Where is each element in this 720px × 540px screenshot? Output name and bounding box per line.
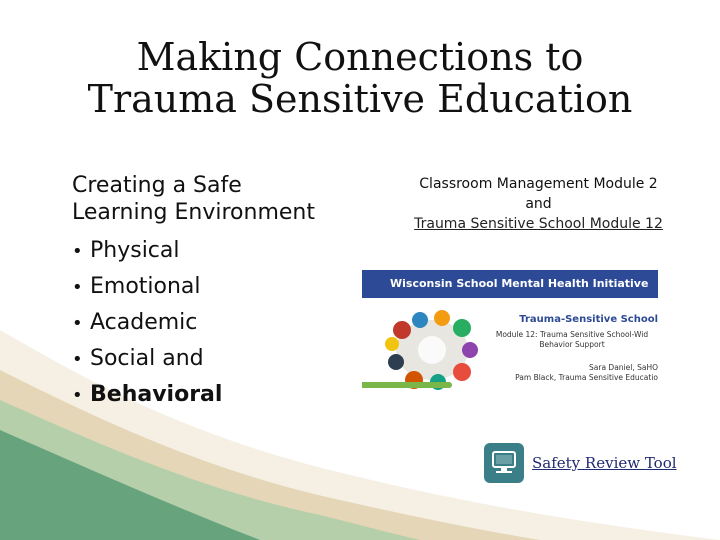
list-item-label: Academic — [90, 310, 198, 335]
module-line-1: Classroom Management Module 2 — [419, 176, 658, 192]
topic-heading — [72, 172, 362, 226]
module-references — [396, 174, 681, 234]
module-cover-thumbnail[interactable] — [362, 270, 658, 392]
thumbnail-author-1: Sara Daniel, SaHO — [589, 363, 658, 372]
bullet-marker: • — [72, 385, 83, 406]
module-line-2: and — [525, 196, 552, 212]
title-line-2: Trauma Sensitive Education — [87, 77, 633, 121]
list-item — [72, 341, 362, 377]
students-circle-photo — [372, 300, 492, 392]
topic-heading-line-2: Learning Environment — [72, 200, 315, 225]
bullet-marker: • — [72, 349, 83, 370]
list-item — [72, 377, 362, 413]
list-item — [72, 233, 362, 269]
list-item-label: Behavioral — [90, 382, 223, 407]
safety-review-link[interactable] — [484, 442, 677, 484]
list-item-label: Physical — [90, 238, 180, 263]
topic-heading-line-1: Creating a Safe — [72, 173, 242, 198]
list-item — [72, 269, 362, 305]
thumbnail-author-2: Pam Black, Trauma Sensitive Educatio — [515, 373, 658, 382]
thumbnail-banner: Wisconsin School Mental Health Initiative — [362, 270, 658, 298]
thumbnail-subtitle-line-2: Behavior Support — [539, 340, 605, 349]
safety-review-label[interactable]: Safety Review Tool — [532, 454, 677, 472]
thumbnail-subtitle-line-1: Module 12: Trauma Sensitive School-Wid — [495, 330, 649, 339]
thumbnail-subtitle — [492, 330, 652, 350]
trauma-module-link[interactable]: Trauma Sensitive School Module 12 — [414, 216, 663, 232]
bullet-marker: • — [72, 241, 83, 262]
title-line-1: Making Connections to — [136, 35, 584, 79]
bullet-marker: • — [72, 313, 83, 334]
topic-list — [72, 172, 362, 413]
computer-screen-icon[interactable] — [484, 443, 524, 483]
thumbnail-title: Trauma-Sensitive School — [519, 314, 658, 325]
slide-title — [40, 36, 680, 120]
thumbnail-accent-bar — [362, 382, 452, 388]
bullet-marker: • — [72, 277, 83, 298]
list-item — [72, 305, 362, 341]
list-item-label: Social and — [90, 346, 204, 371]
thumbnail-authors — [492, 363, 658, 383]
list-item-label: Emotional — [90, 274, 201, 299]
